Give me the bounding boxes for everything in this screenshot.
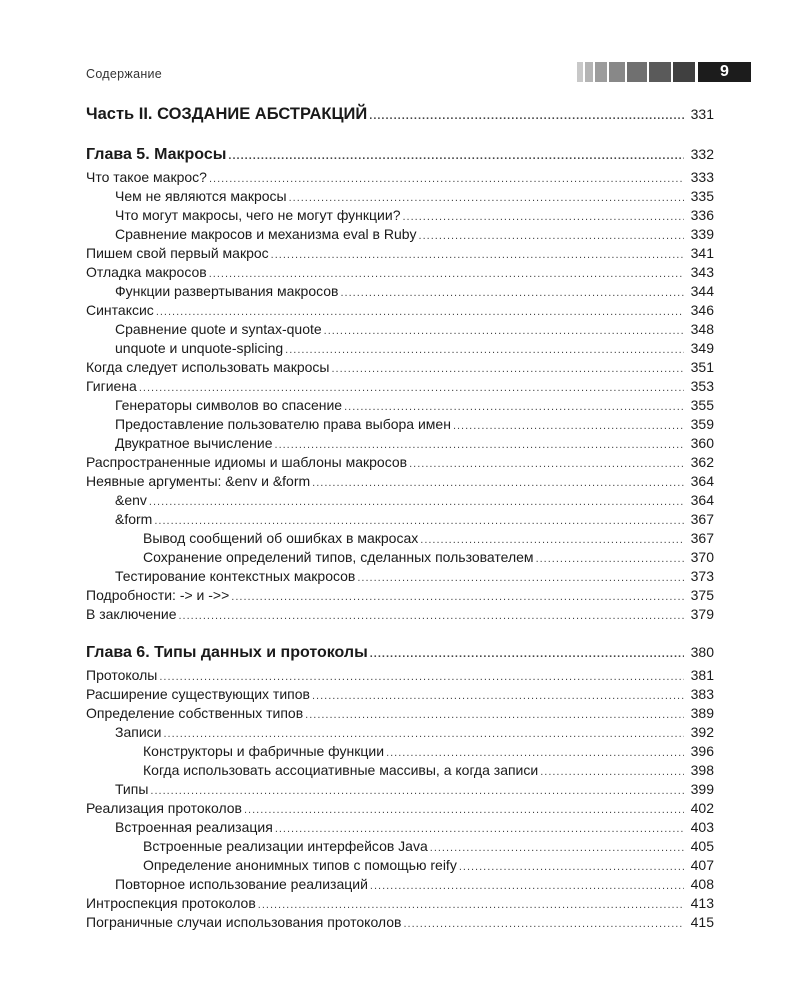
toc-entry-title: Когда следует использовать макросы bbox=[86, 359, 330, 375]
decorative-stripe bbox=[577, 62, 583, 82]
toc-entry-page: 339 bbox=[690, 226, 714, 242]
toc-entry[interactable] bbox=[86, 723, 714, 742]
toc-entry[interactable] bbox=[86, 780, 714, 799]
toc-entry-title: unquote и unquote-splicing bbox=[115, 340, 284, 356]
toc-entry[interactable] bbox=[86, 704, 714, 723]
toc-entry[interactable] bbox=[86, 742, 714, 761]
table-of-contents bbox=[86, 102, 714, 932]
toc-entry-title: Расширение существующих типов bbox=[86, 686, 310, 702]
toc-entry-page: 333 bbox=[690, 169, 714, 185]
decorative-stripe bbox=[585, 62, 593, 82]
toc-entry-page: 362 bbox=[690, 454, 714, 470]
toc-entry[interactable] bbox=[86, 529, 714, 548]
toc-chapter[interactable] bbox=[86, 640, 714, 664]
dot-leader bbox=[370, 877, 684, 896]
toc-entry[interactable] bbox=[86, 761, 714, 780]
toc-entry-page: 415 bbox=[690, 914, 714, 930]
toc-entry-title: Реализация протоколов bbox=[86, 800, 242, 816]
toc-entry-title: Тестирование контекстных макросов bbox=[115, 568, 356, 584]
toc-entry-page: 335 bbox=[690, 188, 714, 204]
toc-entry[interactable] bbox=[86, 415, 714, 434]
toc-entry-title: Сохранение определений типов, сделанных пользователем bbox=[143, 549, 534, 565]
toc-entry[interactable] bbox=[86, 666, 714, 685]
toc-entry-page: 336 bbox=[690, 207, 714, 223]
toc-entry-title: Подробности: -> и ->> bbox=[86, 587, 230, 603]
dot-leader bbox=[459, 858, 684, 877]
toc-part-title: Часть II. СОЗДАНИЕ АБСТРАКЦИЙ bbox=[86, 105, 368, 123]
toc-part-page: 331 bbox=[690, 106, 714, 122]
chapters bbox=[86, 142, 714, 932]
decorative-stripe bbox=[673, 62, 695, 82]
toc-entry[interactable] bbox=[86, 206, 714, 225]
toc-entry-title: Распространенные идиомы и шаблоны макросов bbox=[86, 454, 408, 470]
dot-leader bbox=[179, 607, 685, 626]
dot-leader bbox=[271, 246, 684, 265]
dot-leader bbox=[228, 144, 684, 168]
dot-leader bbox=[419, 227, 684, 246]
toc-entry-page: 403 bbox=[690, 819, 714, 835]
toc-entry-title: Что могут макросы, чего не могут функции? bbox=[115, 207, 401, 223]
decorative-stripe bbox=[627, 62, 647, 82]
toc-entry-title: Определение анонимных типов с помощью reify bbox=[143, 857, 457, 873]
toc-entry-page: 364 bbox=[690, 473, 714, 489]
page-number-bar bbox=[577, 62, 751, 82]
toc-entry[interactable] bbox=[86, 301, 714, 320]
dot-leader bbox=[370, 642, 684, 666]
toc-entry-title: В заключение bbox=[86, 606, 177, 622]
toc-entry-page: 353 bbox=[690, 378, 714, 394]
toc-entry-page: 343 bbox=[690, 264, 714, 280]
toc-entry-title: &env bbox=[115, 492, 147, 508]
toc-entry-title: Встроенная реализация bbox=[115, 819, 273, 835]
toc-entry-title: Типы bbox=[115, 781, 149, 797]
dot-leader bbox=[324, 322, 684, 341]
toc-entry[interactable] bbox=[86, 453, 714, 472]
dot-leader bbox=[340, 284, 684, 303]
toc-entry-title: Протоколы bbox=[86, 667, 158, 683]
toc-entry[interactable] bbox=[86, 894, 714, 913]
toc-entry-title: Предоставление пользователю права выбора имен bbox=[115, 416, 451, 432]
toc-entry-page: 370 bbox=[690, 549, 714, 565]
dot-leader bbox=[305, 706, 684, 725]
toc-entry[interactable] bbox=[86, 818, 714, 837]
dot-leader bbox=[231, 588, 684, 607]
toc-entry-title: Пишем свой первый макрос bbox=[86, 245, 269, 261]
toc-entry-title: Интроспекция протоколов bbox=[86, 895, 256, 911]
dot-leader bbox=[244, 801, 684, 820]
page-number: 9 bbox=[698, 62, 751, 82]
toc-entry-page: 389 bbox=[690, 705, 714, 721]
toc-entry-title: Когда использовать ассоциативные массивы, а когда записи bbox=[143, 762, 539, 778]
toc-entry-page: 341 bbox=[690, 245, 714, 261]
toc-entry-page: 408 bbox=[690, 876, 714, 892]
toc-entry[interactable] bbox=[86, 339, 714, 358]
toc-entry-page: 373 bbox=[690, 568, 714, 584]
toc-entry[interactable] bbox=[86, 282, 714, 301]
toc-entry-page: 367 bbox=[690, 530, 714, 546]
toc-entry-page: 413 bbox=[690, 895, 714, 911]
toc-entry-page: 375 bbox=[690, 587, 714, 603]
toc-entry-page: 349 bbox=[690, 340, 714, 356]
toc-entry-title: Сравнение макросов и механизма eval в Ruby bbox=[115, 226, 417, 242]
toc-entry[interactable] bbox=[86, 567, 714, 586]
decorative-stripe bbox=[609, 62, 625, 82]
running-head: Содержание bbox=[86, 67, 163, 81]
toc-entry-page: 367 bbox=[690, 511, 714, 527]
toc-entry-page: 383 bbox=[690, 686, 714, 702]
toc-entry[interactable] bbox=[86, 472, 714, 491]
dot-leader bbox=[540, 763, 684, 782]
toc-entry-title: Конструкторы и фабричные функции bbox=[143, 743, 385, 759]
toc-entry-page: 399 bbox=[690, 781, 714, 797]
toc-entry[interactable] bbox=[86, 168, 714, 187]
toc-entry-page: 381 bbox=[690, 667, 714, 683]
toc-entry[interactable] bbox=[86, 358, 714, 377]
toc-entry-page: 360 bbox=[690, 435, 714, 451]
toc-entry-title: Записи bbox=[115, 724, 162, 740]
toc-entry-title: Повторное использование реализаций bbox=[115, 876, 368, 892]
toc-entry-page: 348 bbox=[690, 321, 714, 337]
toc-entry-page: 402 bbox=[690, 800, 714, 816]
dot-leader bbox=[402, 208, 684, 227]
dot-leader bbox=[357, 569, 684, 588]
toc-entry[interactable] bbox=[86, 875, 714, 894]
toc-entry-title: Определение собственных типов bbox=[86, 705, 304, 721]
toc-entry[interactable] bbox=[86, 377, 714, 396]
toc-entry[interactable] bbox=[86, 434, 714, 453]
dot-leader bbox=[453, 417, 684, 436]
dot-leader bbox=[369, 104, 684, 128]
toc-entry-title: Встроенные реализации интерфейсов Java bbox=[143, 838, 428, 854]
toc-entry-page: 359 bbox=[690, 416, 714, 432]
toc-entry[interactable] bbox=[86, 605, 714, 624]
toc-entry[interactable] bbox=[86, 856, 714, 875]
toc-entry-page: 405 bbox=[690, 838, 714, 854]
toc-entry[interactable] bbox=[86, 187, 714, 206]
toc-entry-title: Двукратное вычисление bbox=[115, 435, 273, 451]
toc-entry[interactable] bbox=[86, 685, 714, 704]
toc-entry[interactable] bbox=[86, 244, 714, 263]
toc-entry-title: Чем не являются макросы bbox=[115, 188, 287, 204]
toc-entry[interactable] bbox=[86, 320, 714, 339]
dot-leader bbox=[331, 360, 684, 379]
toc-entry-page: 355 bbox=[690, 397, 714, 413]
toc-entry[interactable] bbox=[86, 586, 714, 605]
toc-entry-title: Пограничные случаи использования протоколов bbox=[86, 914, 402, 930]
toc-chapter-title: Глава 5. Макросы bbox=[86, 146, 227, 163]
toc-entry-title: Вывод сообщений об ошибках в макросах bbox=[143, 530, 419, 546]
dot-leader bbox=[409, 455, 684, 474]
toc-entry[interactable] bbox=[86, 799, 714, 818]
toc-chapter[interactable] bbox=[86, 142, 714, 166]
toc-entry-title: Сравнение quote и syntax-quote bbox=[115, 321, 322, 337]
dot-leader bbox=[403, 915, 684, 934]
toc-entry-page: 398 bbox=[690, 762, 714, 778]
toc-entry-title: Гигиена bbox=[86, 378, 137, 394]
toc-entry-page: 344 bbox=[690, 283, 714, 299]
toc-entry-page: 364 bbox=[690, 492, 714, 508]
dot-leader bbox=[536, 550, 684, 569]
toc-entry-page: 379 bbox=[690, 606, 714, 622]
decorative-stripe bbox=[595, 62, 607, 82]
toc-entry[interactable] bbox=[86, 225, 714, 244]
toc-entry[interactable] bbox=[86, 913, 714, 932]
toc-chapter-title: Глава 6. Типы данных и протоколы bbox=[86, 644, 368, 661]
dot-leader bbox=[312, 474, 684, 493]
toc-entry-title: Что такое макрос? bbox=[86, 169, 207, 185]
toc-entry-title: Неявные аргументы: &env и &form bbox=[86, 473, 311, 489]
dot-leader bbox=[285, 341, 684, 360]
toc-part[interactable] bbox=[86, 102, 714, 126]
dot-leader bbox=[312, 687, 684, 706]
toc-entry-page: 351 bbox=[690, 359, 714, 375]
toc-entry-title: Генераторы символов во спасение bbox=[115, 397, 343, 413]
decorative-stripe bbox=[649, 62, 671, 82]
toc-entry[interactable] bbox=[86, 491, 714, 510]
toc-entry-page: 407 bbox=[690, 857, 714, 873]
toc-chapter-page: 332 bbox=[690, 146, 714, 162]
toc-entry[interactable] bbox=[86, 263, 714, 282]
dot-leader bbox=[430, 839, 684, 858]
dot-leader bbox=[149, 493, 684, 512]
toc-entry[interactable] bbox=[86, 548, 714, 567]
toc-entry-title: Функции развертывания макросов bbox=[115, 283, 339, 299]
toc-chapter-page: 380 bbox=[690, 644, 714, 660]
toc-entry-title: Синтаксис bbox=[86, 302, 154, 318]
toc-entry-title: Отладка макросов bbox=[86, 264, 207, 280]
toc-entry-page: 392 bbox=[690, 724, 714, 740]
toc-entry[interactable] bbox=[86, 837, 714, 856]
toc-entry[interactable] bbox=[86, 510, 714, 529]
toc-entry[interactable] bbox=[86, 396, 714, 415]
toc-entry-page: 396 bbox=[690, 743, 714, 759]
toc-entry-title: &form bbox=[115, 511, 153, 527]
toc-entry-page: 346 bbox=[690, 302, 714, 318]
